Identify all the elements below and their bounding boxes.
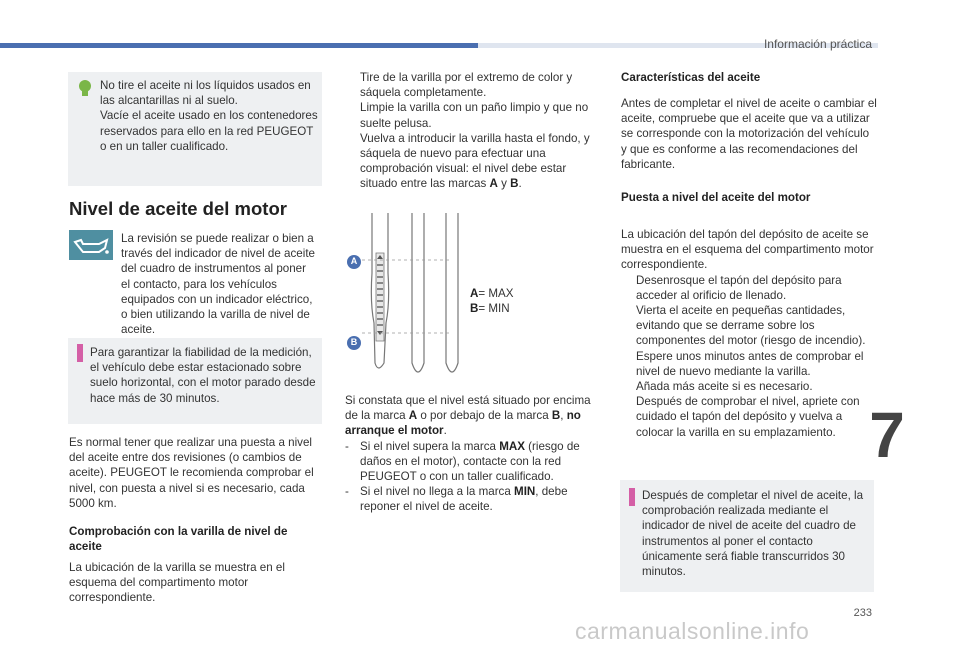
normal-text: Es normal tener que realizar una puesta a nivel del aceite entre dos revisiones (o cambios de aceite). PEUGEOT le recomienda comprobar el nivel, con puesta a nivel si es necesario, cada 5000 km. [69,436,314,510]
list-item: Limpie la varilla con un paño limpio y que no suelte pelusa. [360,101,589,130]
list-item: Vuelva a introducir la varilla hasta el fondo, y sáquela de nuevo para efectuar una comprobación visual: el nivel debe estar situado entre las marcas A y B. [360,131,590,191]
page-number: 233 [853,607,872,619]
dipstick-steps [345,70,603,192]
dipstick-illustration [342,213,462,383]
list-item: Añada más aceite si es necesario. [636,380,813,394]
dash-mark: - [345,439,349,453]
ubicacion-varilla-text: La ubicación de la varilla se muestra en el esquema del compartimento motor correspondiente. [69,561,285,605]
oil-can-icon [69,230,113,260]
eco-bulb-icon [78,80,92,98]
puesta-nivel-content [621,227,877,440]
dipstick-legend: A= MAX B= MIN [470,287,514,316]
dash-mark: - [345,485,349,499]
list-item: Tire de la varilla por el extremo de color y sáquela completamente. [360,71,573,100]
info-icon [77,344,83,362]
info-text-30min: Después de completar el nivel de aceite, la comprobación realizada mediante el indicador de nivel de aceite del cuadro de instrumentos al poner el contacto únicamente será fiable transcurridos 30 minutos. [642,489,864,579]
list-item: - Si el nivel no llega a la marca MIN, debe reponer el nivel de aceite. [345,485,568,514]
section-title: Información práctica [763,37,872,51]
list-item: Espere unos minutos antes de comprobar el nivel de nuevo mediante la varilla. [636,349,864,378]
marker-b-label: B [350,337,358,347]
list-item: Vierta el aceite en pequeñas cantidades, evitando que se derrame sobre los componentes del motor (riesgo de incendio). [636,304,866,348]
info-text-fiabilidad: Para garantizar la fiabilidad de la medición, el vehículo debe estar estacionado sobre suelo horizontal, con el motor parado desde hace más de 30 minutos. [90,346,316,405]
marker-a-label: A [350,256,358,266]
caracteristicas-text: Antes de completar el nivel de aceite o cambiar el aceite, compruebe que el aceite que va a utilizar se corresponde con la motorización del vehículo y que es conforme a las recomendaciones del fabricante. [621,97,877,171]
watermark: carmanualsonline.info [575,618,810,644]
heading-caracteristicas: Características del aceite [621,71,761,84]
list-item: - Si el nivel supera la marca MAX (riesgo de daños en el motor), contacte con la red PEUGEOT o con un taller cualificado. [345,439,580,484]
heading-comprobacion: Comprobación con la varilla de nivel de aceite [69,525,288,554]
list-item: Desenrosque el tapón del depósito para acceder al orificio de llenado. [636,273,842,302]
chapter-number: 7 [869,399,905,471]
level-warning-text: Si constata que el nivel está situado por encima de la marca A o por debajo de la marca B, no arranque el motor. - Si el nivel supera la marca MAX (riesgo de daños en el motor), contacte con la red PEUGEOT o con un taller cualificado. - Si el nivel no llega a la marca MIN, debe reponer el nivel de aceite. [345,393,603,515]
eco-note-text: No tire el aceite ni los líquidos usados en las alcantarillas ni al suelo. Vacíe el aceite usado en los contenedores reservados para ello en la red PEUGEOT o en un taller cualificado. [100,79,318,153]
nivel-description: La revisión se puede realizar o bien a través del indicador de nivel de aceite del cuadro de instrumentos al poner el contacto, para los vehículos equipados con un indicador eléctrico, o bien utilizando la varilla de nivel de aceite. [121,232,315,337]
heading-nivel-aceite: Nivel de aceite del motor [69,198,287,219]
info-icon [629,488,635,506]
list-item: Después de comprobar el nivel, apriete con cuidado el tapón del depósito y vuelva a colocar la varilla en su emplazamiento. [636,395,860,439]
header-bar [0,43,478,48]
puesta-nivel-text: La ubicación del tapón del depósito de aceite se muestra en el esquema del compartimento motor correspondiente. [621,228,874,272]
heading-puesta-nivel: Puesta a nivel del aceite del motor [621,191,811,204]
